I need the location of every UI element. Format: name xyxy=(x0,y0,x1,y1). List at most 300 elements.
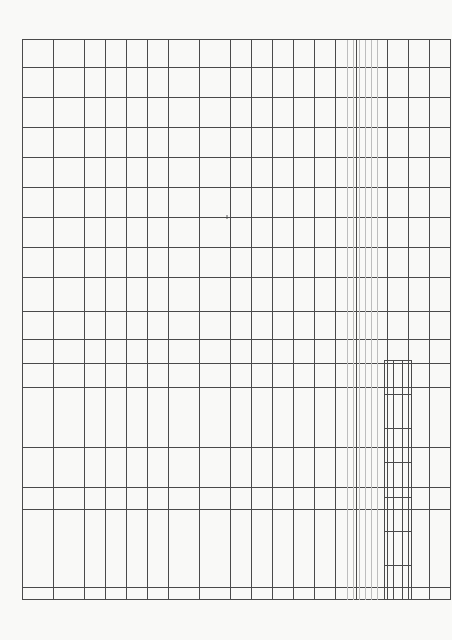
table-cell xyxy=(200,188,231,218)
table-cell xyxy=(85,128,106,158)
table-cell xyxy=(430,488,451,510)
table-cell xyxy=(200,388,231,448)
table-cell xyxy=(315,312,336,340)
table-cell xyxy=(294,448,315,488)
table-cell xyxy=(54,364,85,388)
table-cell xyxy=(273,128,294,158)
table-cell xyxy=(273,68,294,98)
table-cell xyxy=(54,128,85,158)
table-cell xyxy=(315,488,336,510)
table-cell xyxy=(231,588,252,600)
table-cell xyxy=(148,340,169,364)
footnote xyxy=(344,40,348,600)
table-cell xyxy=(315,248,336,278)
table-row xyxy=(127,40,148,600)
summary-cell xyxy=(385,429,394,463)
summary-cell xyxy=(403,361,412,395)
table-cell xyxy=(200,218,231,248)
summary-row xyxy=(385,361,394,600)
table-cell xyxy=(252,388,273,448)
table-cell xyxy=(388,188,409,218)
table-cell xyxy=(231,158,252,188)
table-cell xyxy=(273,98,294,128)
table-cell xyxy=(148,188,169,218)
table-row xyxy=(169,40,200,600)
table-cell xyxy=(106,588,127,600)
table-cell xyxy=(294,388,315,448)
summary-cell xyxy=(385,463,394,497)
table-cell xyxy=(273,218,294,248)
table-cell xyxy=(127,364,148,388)
table-cell xyxy=(273,278,294,312)
table-cell xyxy=(430,158,451,188)
table-cell xyxy=(127,98,148,128)
table-cell xyxy=(127,340,148,364)
table-cell xyxy=(148,448,169,488)
table-cell xyxy=(106,340,127,364)
summary-cell xyxy=(394,497,403,531)
table-cell xyxy=(388,68,409,98)
table-cell xyxy=(231,448,252,488)
table-cell xyxy=(54,340,85,364)
table-cell xyxy=(169,128,200,158)
table-cell xyxy=(315,448,336,488)
table-cell xyxy=(106,188,127,218)
table-cell xyxy=(106,364,127,388)
table-cell xyxy=(273,488,294,510)
table-cell xyxy=(409,188,430,218)
table-cell xyxy=(273,510,294,588)
table-cell xyxy=(127,448,148,488)
table-cell xyxy=(315,364,336,388)
table-cell xyxy=(23,40,54,68)
table-cell xyxy=(169,588,200,600)
table-row xyxy=(231,40,252,600)
summary-cell xyxy=(394,463,403,497)
table-cell xyxy=(430,128,451,158)
table-cell xyxy=(148,248,169,278)
table-cell xyxy=(430,364,451,388)
table-cell xyxy=(430,218,451,248)
table-cell xyxy=(231,188,252,218)
table-cell xyxy=(85,364,106,388)
table-cell xyxy=(127,188,148,218)
table-cell xyxy=(200,364,231,388)
table-cell xyxy=(169,488,200,510)
table-cell xyxy=(54,218,85,248)
table-cell xyxy=(23,218,54,248)
table-cell xyxy=(85,388,106,448)
summary-table-title xyxy=(376,480,381,600)
table-cell xyxy=(169,188,200,218)
table-cell xyxy=(294,218,315,248)
table-cell xyxy=(430,98,451,128)
table-cell xyxy=(169,248,200,278)
table-cell xyxy=(54,388,85,448)
table-cell xyxy=(430,188,451,218)
table-cell xyxy=(85,98,106,128)
table-cell xyxy=(252,312,273,340)
table-cell xyxy=(388,218,409,248)
table-cell xyxy=(148,40,169,68)
table-cell xyxy=(388,248,409,278)
table-cell xyxy=(148,278,169,312)
table-cell xyxy=(409,68,430,98)
table-cell xyxy=(23,510,54,588)
table-cell xyxy=(106,248,127,278)
table-cell xyxy=(409,248,430,278)
table-cell xyxy=(409,312,430,340)
table-cell xyxy=(106,218,127,248)
table-cell xyxy=(388,128,409,158)
table-cell xyxy=(231,40,252,68)
table-cell xyxy=(294,188,315,218)
table-cell xyxy=(315,340,336,364)
table-cell xyxy=(273,40,294,68)
table-cell xyxy=(315,98,336,128)
table-cell xyxy=(148,68,169,98)
table-cell xyxy=(200,128,231,158)
table-cell xyxy=(23,278,54,312)
table-cell xyxy=(294,588,315,600)
table-row xyxy=(85,40,106,600)
table-cell xyxy=(231,68,252,98)
table-cell xyxy=(106,278,127,312)
table-cell xyxy=(231,312,252,340)
table-cell xyxy=(252,340,273,364)
table-cell xyxy=(294,278,315,312)
table-row xyxy=(23,40,54,600)
table-cell xyxy=(23,340,54,364)
table-cell xyxy=(54,510,85,588)
table-cell xyxy=(273,312,294,340)
table-cell xyxy=(127,510,148,588)
table-cell xyxy=(23,98,54,128)
table-cell xyxy=(106,488,127,510)
table-cell xyxy=(127,588,148,600)
table-cell xyxy=(200,248,231,278)
summary-cell xyxy=(385,395,394,429)
table-cell xyxy=(231,388,252,448)
table-cell xyxy=(430,388,451,448)
table-cell xyxy=(252,448,273,488)
summary-cell xyxy=(394,531,403,565)
table-cell xyxy=(252,68,273,98)
table-cell xyxy=(200,448,231,488)
table-cell xyxy=(252,40,273,68)
table-cell xyxy=(54,40,85,68)
table-cell xyxy=(169,510,200,588)
table-cell xyxy=(54,68,85,98)
table-cell xyxy=(85,340,106,364)
table-cell xyxy=(200,68,231,98)
table-cell xyxy=(200,40,231,68)
table-cell xyxy=(127,278,148,312)
table-cell xyxy=(315,188,336,218)
table-cell xyxy=(430,68,451,98)
table-cell xyxy=(85,448,106,488)
table-cell xyxy=(106,312,127,340)
table-cell xyxy=(388,158,409,188)
table-cell xyxy=(54,312,85,340)
table-cell xyxy=(23,364,54,388)
table-cell xyxy=(252,128,273,158)
table-cell xyxy=(430,448,451,488)
table-cell xyxy=(127,68,148,98)
table-cell xyxy=(409,40,430,68)
table-cell xyxy=(148,312,169,340)
table-cell xyxy=(231,340,252,364)
table-cell xyxy=(54,158,85,188)
table-cell xyxy=(169,218,200,248)
table-cell xyxy=(200,278,231,312)
summary-cell xyxy=(403,463,412,497)
summary-cell xyxy=(403,497,412,531)
table-cell xyxy=(127,248,148,278)
summary-cell xyxy=(385,361,394,395)
table-cell xyxy=(85,488,106,510)
table-cell xyxy=(169,98,200,128)
table-cell xyxy=(169,278,200,312)
table-cell xyxy=(85,278,106,312)
table-cell xyxy=(23,248,54,278)
table-cell xyxy=(409,278,430,312)
table-cell xyxy=(430,510,451,588)
table-cell xyxy=(106,40,127,68)
table-cell xyxy=(294,510,315,588)
table-cell xyxy=(252,278,273,312)
table-cell xyxy=(85,218,106,248)
table-cell xyxy=(430,312,451,340)
footnote xyxy=(362,40,366,600)
table-cell xyxy=(148,588,169,600)
table-cell xyxy=(409,128,430,158)
table-cell xyxy=(252,510,273,588)
summary-cell xyxy=(394,429,403,463)
table-cell xyxy=(273,364,294,388)
table-cell xyxy=(54,98,85,128)
table-cell xyxy=(85,312,106,340)
table-cell xyxy=(85,188,106,218)
table-cell xyxy=(409,98,430,128)
table-cell xyxy=(315,588,336,600)
table-cell xyxy=(430,278,451,312)
table-cell xyxy=(148,510,169,588)
table-cell xyxy=(294,312,315,340)
summary-cell xyxy=(385,531,394,565)
footnote xyxy=(368,40,372,600)
table-cell xyxy=(169,388,200,448)
table-cell xyxy=(106,510,127,588)
summary-cell xyxy=(394,361,403,395)
table-cell xyxy=(315,510,336,588)
table-cell xyxy=(85,248,106,278)
table-cell xyxy=(231,278,252,312)
table-cell xyxy=(200,488,231,510)
summary-table xyxy=(384,360,412,600)
table-cell xyxy=(106,68,127,98)
table-cell xyxy=(231,510,252,588)
table-cell xyxy=(23,158,54,188)
table-row xyxy=(430,40,451,600)
table-cell xyxy=(169,364,200,388)
table-cell xyxy=(252,248,273,278)
table-cell xyxy=(127,488,148,510)
summary-row xyxy=(403,361,412,600)
table-cell xyxy=(294,98,315,128)
table-cell xyxy=(409,218,430,248)
table-cell xyxy=(315,388,336,448)
table-row xyxy=(106,40,127,600)
table-cell xyxy=(127,128,148,158)
table-row xyxy=(315,40,336,600)
table-cell xyxy=(273,248,294,278)
table-cell xyxy=(231,98,252,128)
table-cell xyxy=(200,588,231,600)
table-cell xyxy=(148,128,169,158)
table-cell xyxy=(252,364,273,388)
table-cell xyxy=(148,98,169,128)
table-cell xyxy=(169,448,200,488)
table-cell xyxy=(231,364,252,388)
table-cell xyxy=(169,340,200,364)
table-cell xyxy=(430,40,451,68)
table-cell xyxy=(388,312,409,340)
table-cell xyxy=(252,158,273,188)
table-cell xyxy=(23,488,54,510)
table-cell xyxy=(23,588,54,600)
table-cell xyxy=(231,128,252,158)
table-cell xyxy=(54,278,85,312)
table-cell xyxy=(148,158,169,188)
table-cell xyxy=(127,312,148,340)
table-cell xyxy=(430,340,451,364)
table-cell xyxy=(409,158,430,188)
table-row xyxy=(148,40,169,600)
table-cell xyxy=(252,218,273,248)
rotated-sheet xyxy=(22,40,430,600)
summary-row xyxy=(394,361,403,600)
table-cell xyxy=(200,158,231,188)
table-cell xyxy=(169,40,200,68)
table-row xyxy=(200,40,231,600)
table-cell xyxy=(127,388,148,448)
table-cell xyxy=(315,128,336,158)
table-cell xyxy=(169,68,200,98)
table-cell xyxy=(315,40,336,68)
table-cell xyxy=(169,312,200,340)
table-cell xyxy=(23,128,54,158)
table-cell xyxy=(23,448,54,488)
table-row xyxy=(273,40,294,600)
table-cell xyxy=(273,588,294,600)
table-cell xyxy=(200,98,231,128)
table-cell xyxy=(85,68,106,98)
table-cell xyxy=(388,40,409,68)
table-cell xyxy=(85,510,106,588)
summary-cell xyxy=(403,565,412,599)
table-cell xyxy=(148,218,169,248)
table-cell xyxy=(294,68,315,98)
table-cell xyxy=(106,158,127,188)
table-cell xyxy=(294,158,315,188)
table-cell xyxy=(54,188,85,218)
footnote xyxy=(356,40,360,600)
table-cell xyxy=(127,158,148,188)
table-cell xyxy=(430,588,451,600)
table-cell xyxy=(388,278,409,312)
table-cell xyxy=(169,158,200,188)
table-cell xyxy=(23,68,54,98)
table-cell xyxy=(294,488,315,510)
table-cell xyxy=(388,98,409,128)
table-cell xyxy=(315,158,336,188)
summary-cell xyxy=(403,531,412,565)
table-cell xyxy=(54,248,85,278)
summary-cell xyxy=(403,429,412,463)
table-cell xyxy=(148,488,169,510)
table-cell xyxy=(315,278,336,312)
table-cell xyxy=(315,218,336,248)
table-cell xyxy=(273,340,294,364)
table-cell xyxy=(106,448,127,488)
table-cell xyxy=(294,248,315,278)
table-cell xyxy=(231,488,252,510)
table-cell xyxy=(23,312,54,340)
table-cell xyxy=(106,388,127,448)
table-cell xyxy=(148,364,169,388)
summary-cell xyxy=(394,395,403,429)
footnotes xyxy=(344,40,380,600)
table-cell xyxy=(106,128,127,158)
summary-cell xyxy=(385,565,394,599)
table-cell xyxy=(23,388,54,448)
footnote xyxy=(350,40,354,600)
table-cell xyxy=(127,218,148,248)
summary-cell xyxy=(394,565,403,599)
table-row xyxy=(54,40,85,600)
table-cell xyxy=(294,340,315,364)
table-cell xyxy=(54,448,85,488)
table-cell xyxy=(294,40,315,68)
table-cell xyxy=(127,40,148,68)
table-cell xyxy=(54,488,85,510)
table-cell xyxy=(294,364,315,388)
table-cell xyxy=(231,218,252,248)
table-cell xyxy=(273,388,294,448)
table-cell xyxy=(315,68,336,98)
table-cell xyxy=(200,510,231,588)
table-cell xyxy=(23,188,54,218)
table-cell xyxy=(106,98,127,128)
table-cell xyxy=(85,40,106,68)
table-cell xyxy=(200,340,231,364)
table-cell xyxy=(294,128,315,158)
summary-cell xyxy=(385,497,394,531)
table-cell xyxy=(273,158,294,188)
table-cell xyxy=(273,188,294,218)
table-row xyxy=(252,40,273,600)
table-cell xyxy=(252,188,273,218)
table-cell xyxy=(200,312,231,340)
table-cell xyxy=(231,248,252,278)
table-cell xyxy=(85,158,106,188)
table-cell xyxy=(273,448,294,488)
table-cell xyxy=(252,98,273,128)
table-cell xyxy=(430,248,451,278)
table-cell xyxy=(252,488,273,510)
table-cell xyxy=(148,388,169,448)
